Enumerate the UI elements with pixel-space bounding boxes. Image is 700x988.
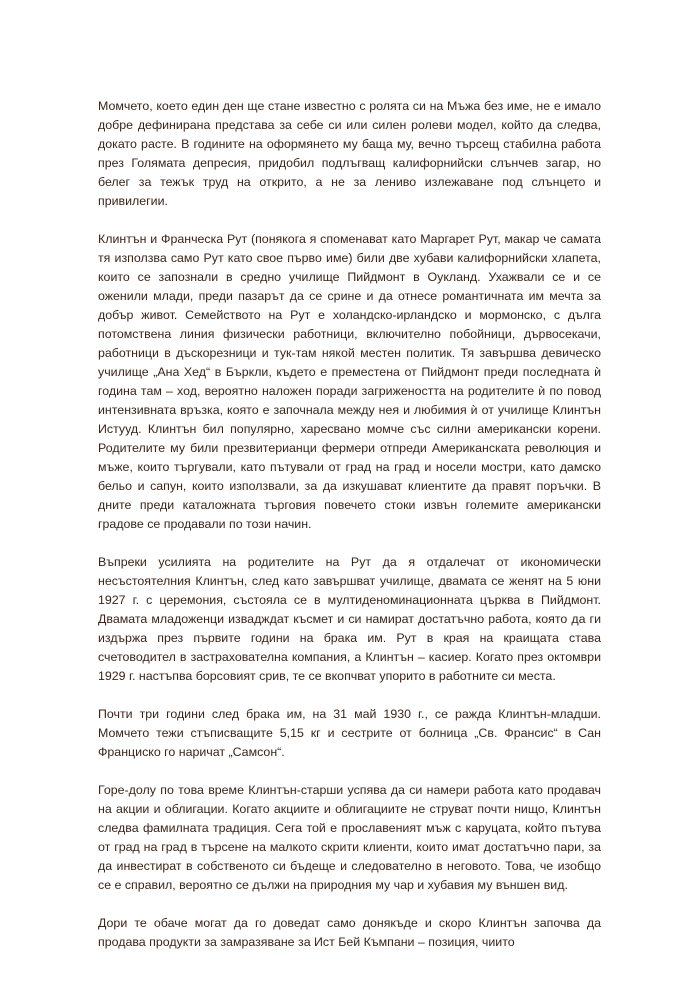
body-text	[98, 97, 601, 971]
paragraph-1: Момчето, което един ден ще стане известно с ролята си на Мъжа без име, не е имало добре дефинирана представа за себе си или силен ролеви модел, който да следва, докато расте. В годините на оформянето му баща му, вечно търсещ стабилна работа през Голямата депресия, придобил подлъгващ калифорнийски слънчев загар, но белег за тежък труд на открито, а не за лениво излежаване под слънцето и привилегии.	[98, 99, 601, 208]
paragraph-4: Почти три години след брака им, на 31 май 1930 г., се ражда Клинтън-младши. Момчето тежи стъписващите 5,15 кг и сестрите от болница „Св. Франсис“ в Сан Франциско го наричат „Самсон“.	[98, 707, 601, 759]
paragraph-6: Дори те обаче могат да го доведат само донякъде и скоро Клинтън започва да продава продукти за замразяване за Ист Бей Къмпани – позиция, чиито	[98, 916, 601, 949]
paragraph-2: Клинтън и Франческа Рут (понякога я споменават като Маргарет Рут, макар че самата тя използва само Рут като свое първо име) били две хубави калифорнийски хлапета, които се запознали в средно училище Пийдмонт в Оукланд. Ухажвали се и се оженили млади, преди пазарът да се срине и да отнесе романтичната им мечта за добър живот. Семейството на Рут е холандско-ирландско и мормонско, с дълга потомствена линия физически работници, включително побойници, дървосекачи, работници в дъскорезници и тук-там някой местен политик. Тя завършва девическо училище „Ана Хед“ в Бъркли, където е преместена от Пийдмонт преди последната ѝ година там – ход, вероятно наложен поради загрижеността на родителите ѝ по повод интензивната връзка, която е започнала между нея и любимия ѝ от училище Клинтън Истууд. Клинтън бил популярно, харесвано момче със силни американски корени. Родителите му били презвитерианци фермери отпреди Американската революция и мъже, които търгували, като пътували от град на град и носели мостри, като дамско бельо и сапун, които използвали, за да изкушават клиентите да правят поръчки. В дните преди каталожната търговия повечето стоки извън големите американски градове се продавали по този начин.	[98, 232, 601, 531]
paragraph-5: Горе-долу по това време Клинтън-старши успява да си намери работа като продавач на акции и облигации. Когато акциите и облигациите не струват почти нищо, Клинтън следва фамилната традиция. Сега той е прославеният мъж с каруцата, който пътува от град на град в търсене на малкото скрити клиенти, които имат достатъчно пари, за да инвестират в собственото си бъдеще и следователно в неговото. Това, че изобщо се е справил, вероятно се дължи на природния му чар и хубавия му външен вид.	[98, 783, 601, 892]
paragraph-3: Въпреки усилията на родителите на Рут да я отдалечат от икономически несъстоятелния Клинтън, след като завършват училище, двамата се женят на 5 юни 1927 г. с церемония, състояла се в мултиденоминационната църква в Пийдмонт. Двамата младоженци извадждат късмет и си намират достатъчно работа, която да ги издържа през първите години на брака им. Рут в края на краищата става счетоводител в застрахователна компания, а Клинтън – касиер. Когато през октомври 1929 г. настъпва борсовият срив, те се вкопчват упорито в работните си места.	[98, 555, 601, 683]
